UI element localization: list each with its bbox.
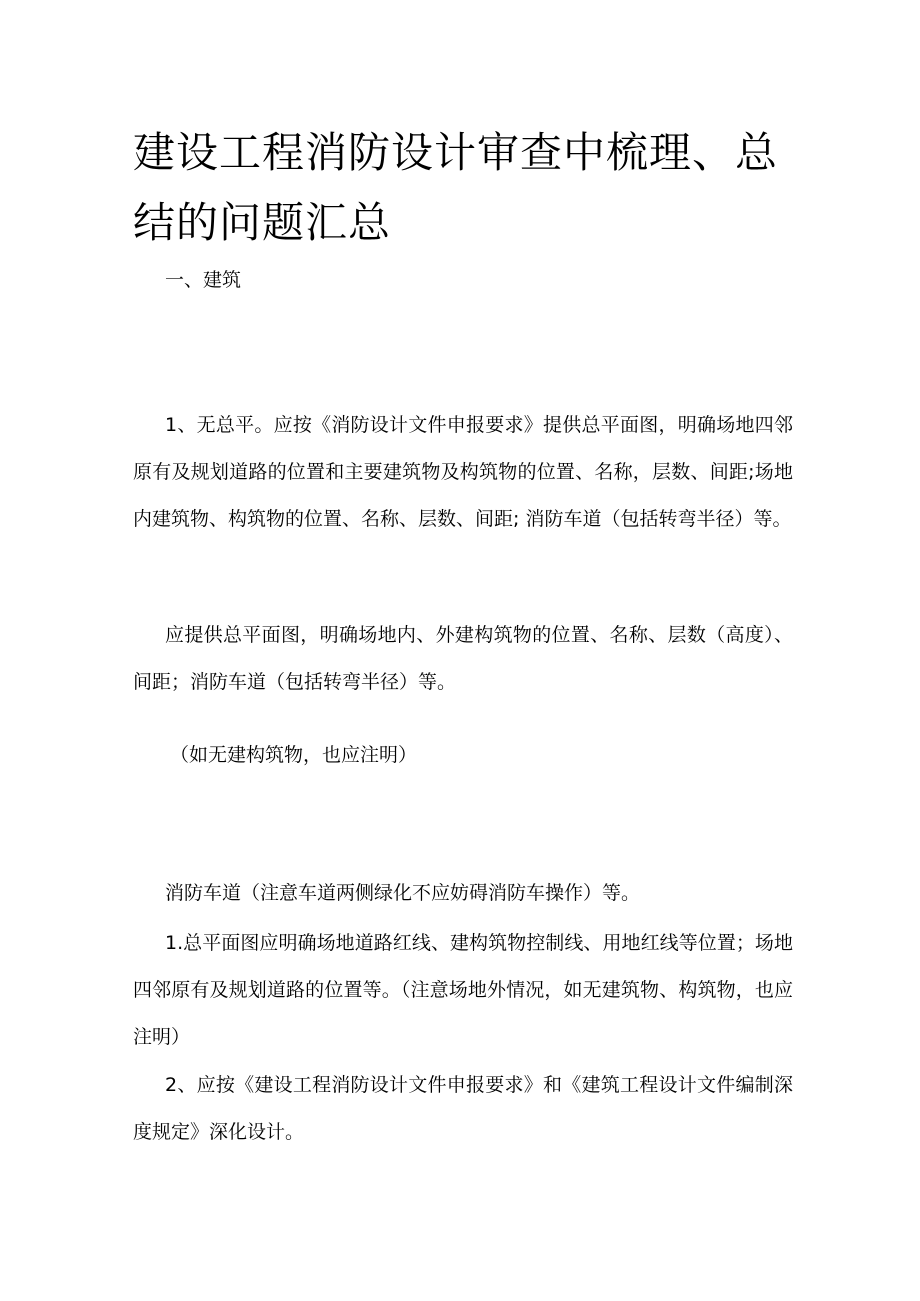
paragraph-3-note: （如无建构筑物，也应注明） [170,744,418,766]
document-title: 建设工程消防设计审查中梳理、总结的问题汇总 [133,128,779,247]
paragraph-6: 2、应按《建设工程消防设计文件申报要求》和《建筑工程设计文件编制深度规定》深化设计。 [133,1074,793,1143]
paragraph-2: 应提供总平面图，明确场地内、外建构筑物的位置、名称、层数（高度）、间距；消防车道（包括转弯半径）等。 [133,624,793,693]
section-heading: 一、建筑 [165,269,242,291]
paragraph-5: 1.总平面图应明确场地道路红线、建构筑物控制线、用地红线等位置；场地四邻原有及规划道路的位置等。（注意场地外情况，如无建筑物、构筑物，也应注明） [133,932,793,1048]
paragraph-1: 1、无总平。应按《消防设计文件申报要求》提供总平面图，明确场地四邻原有及规划道路的位置和主要建筑物及构筑物的位置、名称，层数、间距;场地内建筑物、构筑物的位置、名称、层数、间距; 消防车道（包括转弯半径）等。 [133,414,793,530]
paragraph-4: 消防车道（注意车道两侧绿化不应妨碍消防车操作）等。 [165,882,641,904]
